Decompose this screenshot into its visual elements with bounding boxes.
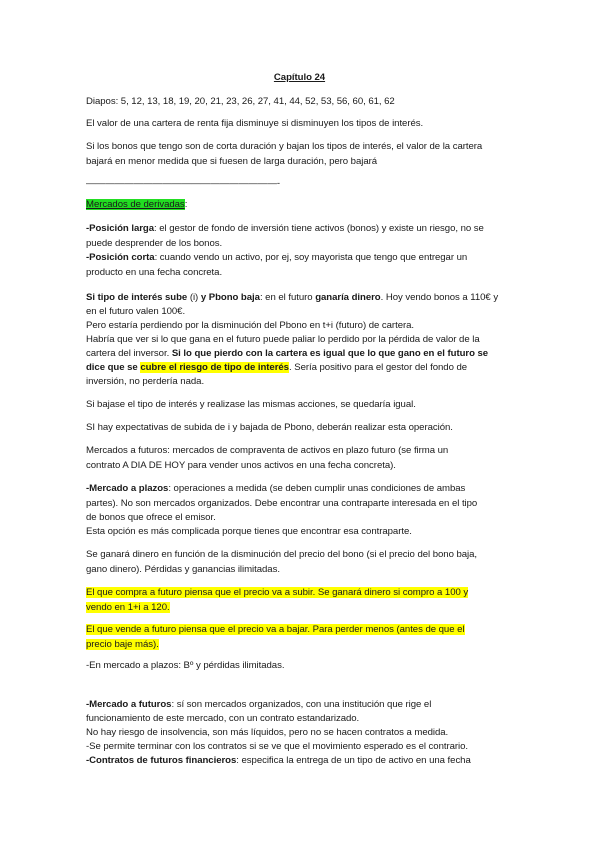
tipo-interes-line-4: Habría que ver si lo que gana en el futuro puede paliar lo perdido por la pérdida de valor de la [86,334,480,345]
cartera-igual-bold: Si lo que pierdo con la cartera es igual que lo que gano en el futuro se [171,348,489,359]
dice-que-se-bold: dice que se [86,362,141,373]
posicion-larga-text: : el gestor de fondo de inversión tiene activos (bonos) y existe un riesgo, no se [154,223,484,234]
compra-futuro-line-2 [86,602,170,614]
mercados-futuros-line-2: contrato A DIA DE HOY para vender unos activos en una fecha concreta). [86,460,396,471]
pbono-baja-bold: y Pbono baja [200,292,260,303]
vende-futuro-line-2 [86,639,159,651]
mercados-futuros-line-1: Mercados a futuros: mercados de compraventa de activos en plazo futuro (se firma un [86,445,449,456]
paragraph-expectativas: SI hay expectativas de subida de i y bajada de Pbono, deberán realizar esta operación. [86,422,453,433]
tipo-sube-bold: Si tipo de interés sube [86,292,188,303]
paragraph-renta-fija: El valor de una cartera de renta fija disminuye si disminuyen los tipos de interés. [86,118,424,129]
tipo-futuro-text: : en el futuro [259,292,316,303]
contratos-futuros-text: : especifica la entrega de un tipo de activo en una fecha [236,755,471,766]
cartera-inversor-text: cartera del inversor. [86,348,172,359]
mercado-futuros-line-4: -Se permite terminar con los contratos si se ve que el movimiento esperado es el contrario. [86,741,469,752]
ganara-dinero-line-1: Se ganará dinero en función de la disminución del precio del bono (si el precio del bono baja, [86,549,478,560]
tipo-i-text: (i) [187,292,201,303]
paragraph-corta-duracion-2: bajará en menor medida que si fuesen de larga duración, pero bajará [86,156,378,167]
mercado-futuros-line-1 [86,699,431,711]
separator-line: ————————————————————- [86,178,281,189]
posicion-larga-line-2: puede desprender de los bonos. [86,238,223,249]
chapter-title: Capítulo 24 [273,72,326,83]
vende-futuro-highlight-2: precio baje más). [86,639,159,650]
tipo-interes-line-5 [86,348,488,360]
vende-futuro-line-1 [86,624,465,636]
posicion-corta-text: : cuando vendo un activo, por ej, soy mayorista que tengo que entregar un [154,252,468,263]
ganaria-dinero-bold: ganaría dinero [315,292,381,303]
derivados-colon: : [184,199,188,210]
posicion-corta-label: -Posición corta [86,252,155,263]
mercado-futuros-label: -Mercado a futuros [86,699,172,710]
tipo-vendo-text: . Hoy vendo bonos a 110€ y [380,292,499,303]
contratos-futuros-line [86,755,471,767]
tipo-interes-line-2: en el futuro valen 100€. [86,306,186,317]
mercado-plazos-line-3: de bonos que ofrece el emisor. [86,512,216,523]
paragraph-bajase: Si bajase el tipo de interés y realizase las mismas acciones, se quedaría igual. [86,399,416,410]
tipo-interes-line-6 [86,362,467,374]
mercado-plazos-line-1 [86,483,465,495]
cubre-riesgo-highlight: cubre el riesgo de tipo de interés [140,362,289,373]
compra-futuro-highlight-2: vendo en 1+i a 120. [86,602,170,613]
derivados-heading-line [86,199,187,211]
tipo-interes-line-1 [86,292,498,304]
compra-futuro-highlight-1: El que compra a futuro piensa que el precio va a subir. Se ganará dinero si compro a 100 y [86,587,469,598]
en-mercado-plazos-line: -En mercado a plazos: Bº y pérdidas ilimitadas. [86,660,285,671]
posicion-larga-line-1 [86,223,484,235]
derivados-heading: Mercados de derivadas [86,199,185,210]
posicion-corta-line-2: producto en una fecha concreta. [86,267,223,278]
mercado-plazos-label: -Mercado a plazos [86,483,169,494]
diapos-line: Diapos: 5, 12, 13, 18, 19, 20, 21, 23, 26, 27, 41, 44, 52, 53, 56, 60, 61, 62 [86,96,395,107]
mercado-plazos-line-2: partes). No son mercados organizados. Debe encontrar una contraparte interesada en el tipo [86,498,478,509]
ganara-dinero-line-2: gano dinero). Pérdidas y ganancias ilimitadas. [86,564,280,575]
vende-futuro-highlight-1: El que vende a futuro piensa que el precio va a bajar. Para perder menos (antes de que el [86,624,465,635]
mercado-futuros-line-3: No hay riesgo de insolvencia, son más líquidos, pero no se hacen contratos a medida. [86,727,449,738]
compra-futuro-line-1 [86,587,468,599]
positivo-gestor-text: . Sería positivo para el gestor del fondo de [288,362,468,373]
mercado-plazos-line-4: Esta opción es más complicada porque tienes que encontrar esa contraparte. [86,526,412,537]
mercado-futuros-line-2: funcionamiento de este mercado, con un contrato estandarizado. [86,713,360,724]
mercado-plazos-text: : operaciones a medida (se deben cumplir unas condiciones de ambas [168,483,466,494]
paragraph-corta-duracion-1: Si los bonos que tengo son de corta duración y bajan los tipos de interés, el valor de la cartera [86,141,483,152]
posicion-corta-line-1 [86,252,467,264]
posicion-larga-label: -Posición larga [86,223,155,234]
tipo-interes-line-7: inversión, no perdería nada. [86,376,205,387]
mercado-futuros-text: : sí son mercados organizados, con una institución que rige el [171,699,432,710]
contratos-futuros-label: -Contratos de futuros financieros [86,755,237,766]
tipo-interes-line-3: Pero estaría perdiendo por la disminución del Pbono en t+i (futuro) de cartera. [86,320,415,331]
